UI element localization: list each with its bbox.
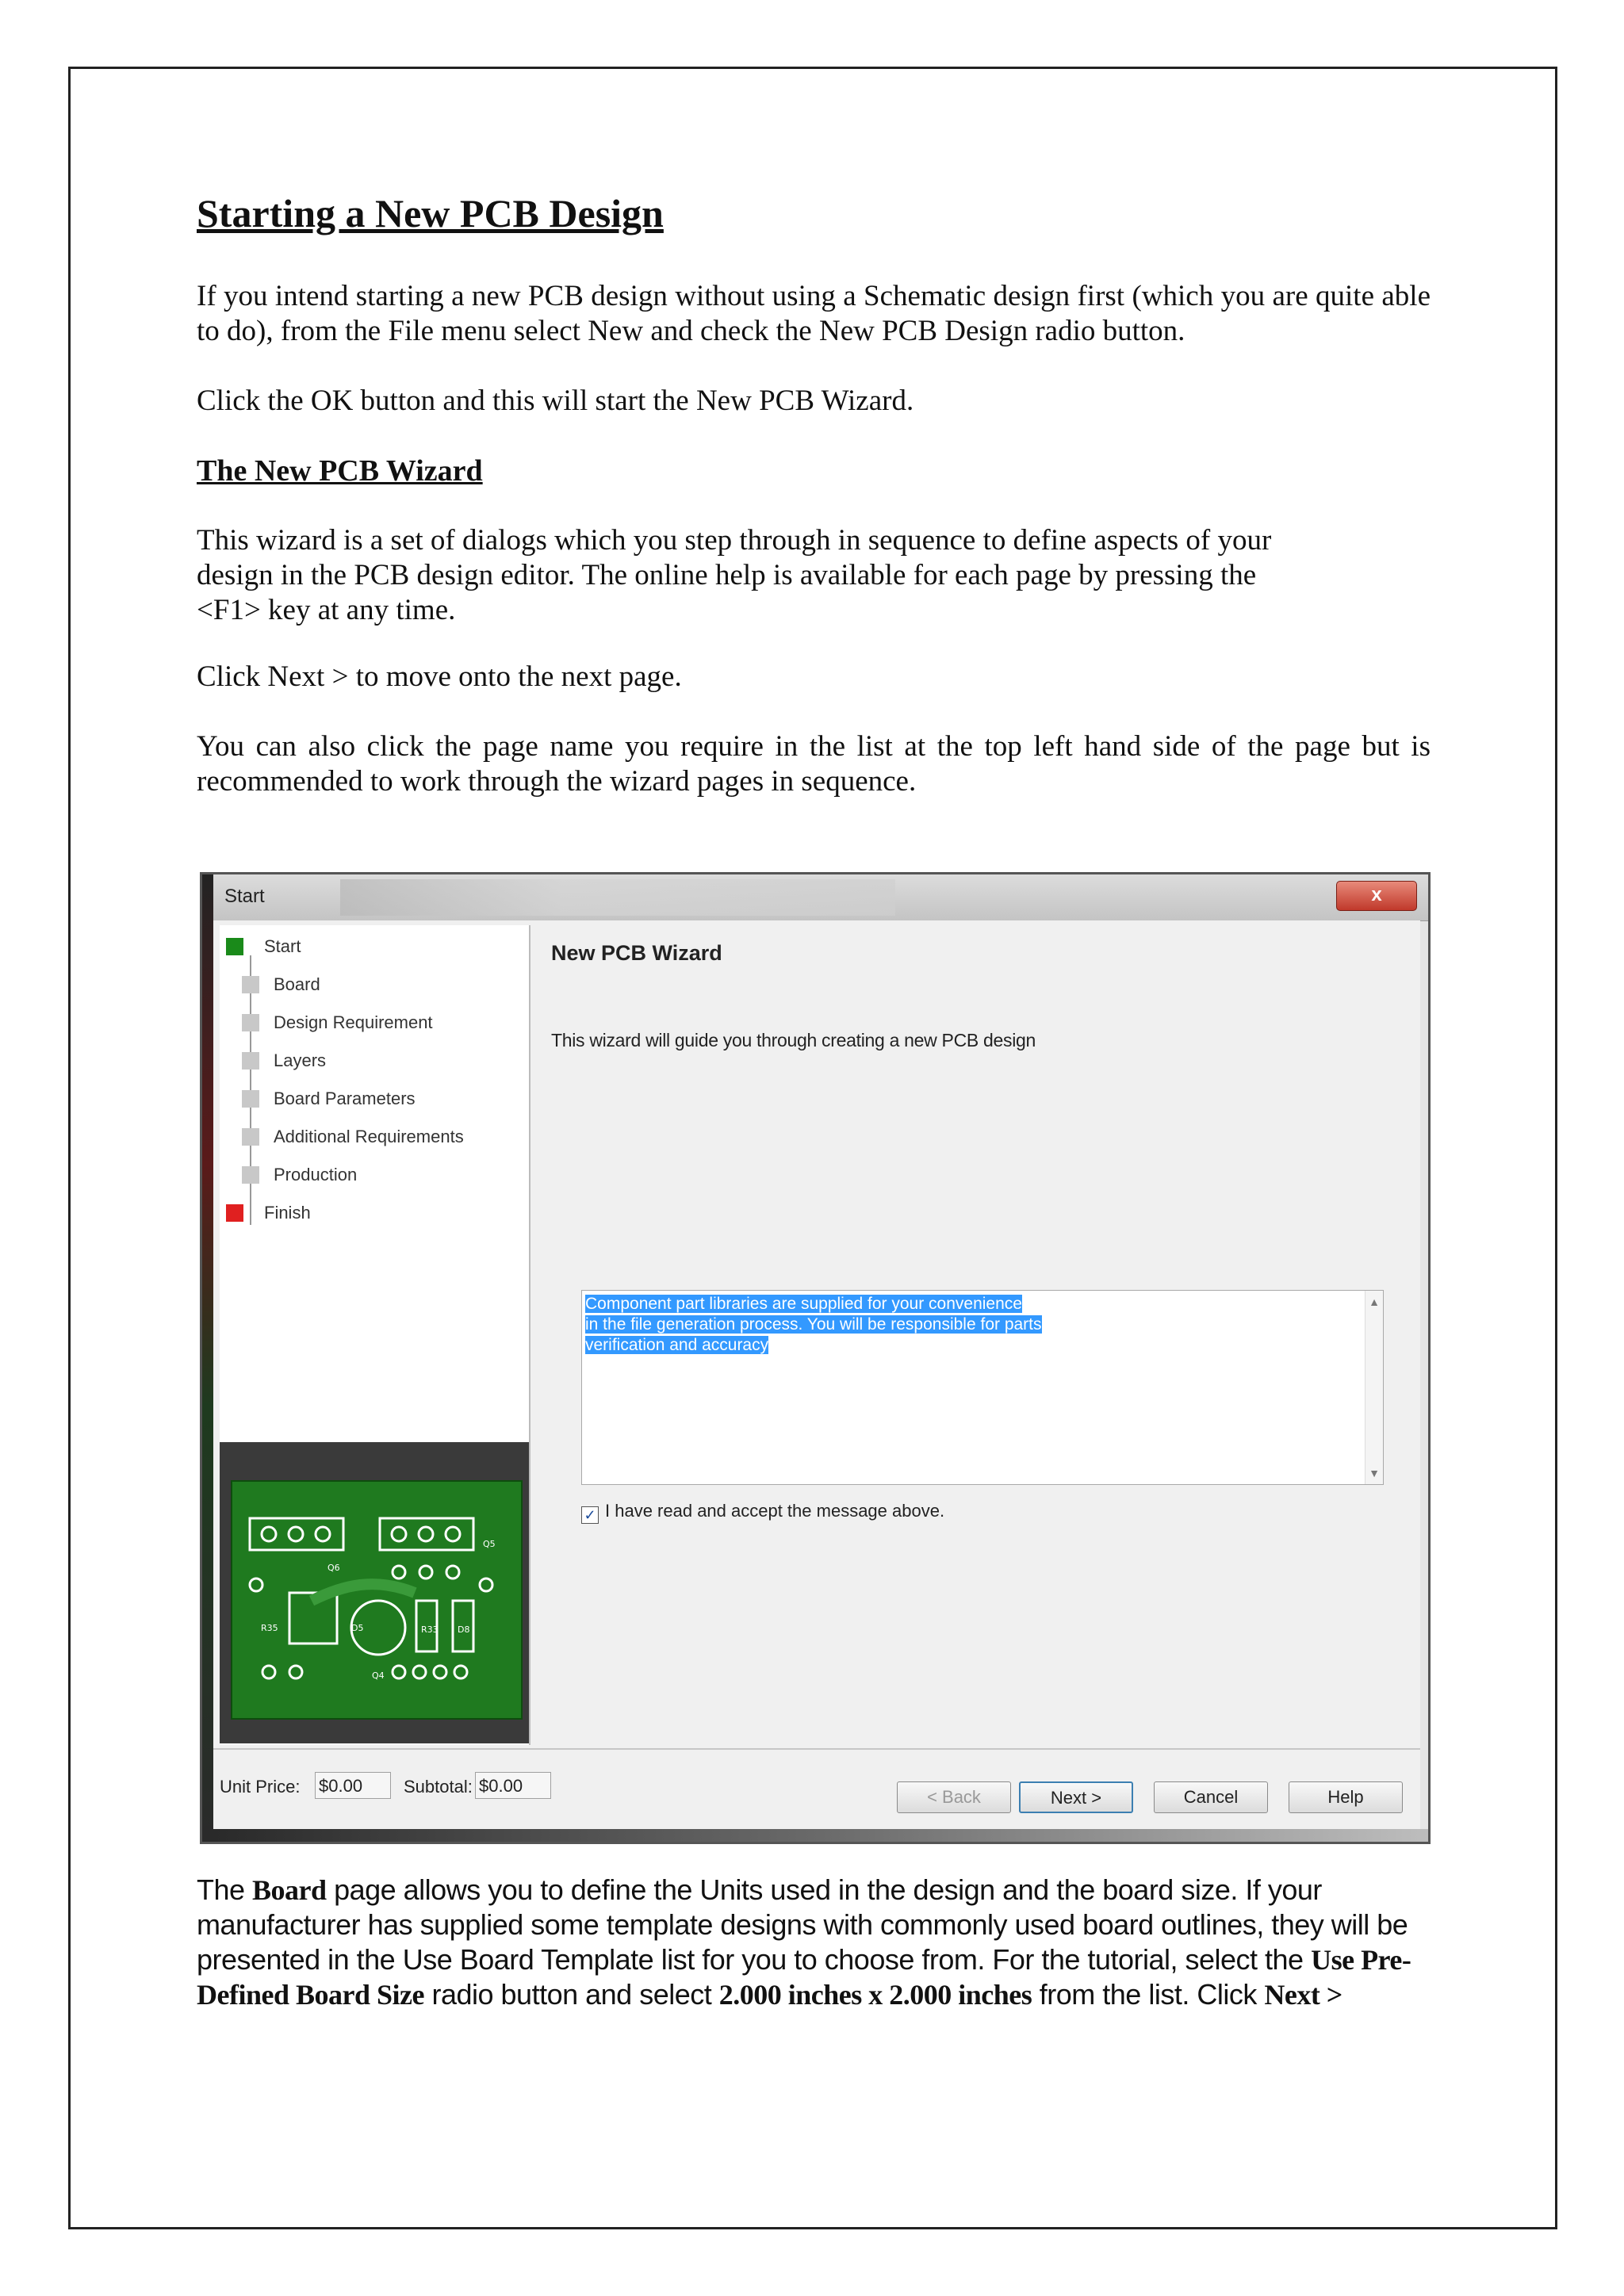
pcb-label-r33: R33 bbox=[421, 1624, 439, 1635]
wizard-content bbox=[532, 925, 1417, 1745]
step-pending-icon bbox=[242, 1166, 259, 1184]
scroll-down-icon[interactable]: ▼ bbox=[1369, 1467, 1380, 1479]
wizard-screenshot bbox=[200, 872, 1431, 1844]
board-text-4: from the list. Click bbox=[1032, 1978, 1265, 2011]
subtotal-label: Subtotal: bbox=[404, 1777, 473, 1797]
section-heading: The New PCB Wizard bbox=[197, 454, 483, 488]
predefined-size-term: Use Pre-Defined Board Size bbox=[197, 1944, 1411, 2011]
sequence-paragraph: You can also click the page name you require in the list at the top left hand side of the page but is recommended to work through the wizard pages in sequence. bbox=[197, 730, 1431, 798]
pcb-label-q6: Q6 bbox=[327, 1563, 340, 1573]
page-title: Starting a New PCB Design bbox=[197, 191, 664, 235]
step-pending-icon bbox=[242, 1090, 259, 1108]
screen-edge bbox=[202, 874, 213, 1842]
close-button[interactable] bbox=[1336, 881, 1417, 911]
pcb-label-q4: Q4 bbox=[372, 1670, 385, 1681]
cancel-button[interactable]: Cancel bbox=[1154, 1781, 1268, 1813]
pcb-label-d8: D8 bbox=[458, 1624, 470, 1635]
next-paragraph: Click Next > to move onto the next page. bbox=[197, 660, 682, 693]
dialog-title: Start bbox=[224, 886, 265, 907]
unit-price-label: Unit Price: bbox=[220, 1777, 301, 1797]
board-text-3: radio button and select bbox=[423, 1978, 719, 2011]
accept-checkbox-row[interactable] bbox=[581, 1501, 944, 1524]
next-term: Next > bbox=[1264, 1979, 1342, 2011]
step-label: Additional Requirements bbox=[274, 1127, 464, 1146]
message-scrollbar[interactable] bbox=[1365, 1291, 1383, 1484]
pcb-board-image bbox=[231, 1480, 523, 1720]
step-pending-icon bbox=[242, 1052, 259, 1070]
subtotal-field[interactable]: $0.00 bbox=[475, 1772, 551, 1799]
wizard-paragraph-line-2: design in the PCB design editor. The online help is available for each page by pressing the bbox=[197, 559, 1257, 591]
wizard-paragraph-line-3: <F1> key at any time. bbox=[197, 594, 456, 626]
pcb-label-q5: Q5 bbox=[483, 1539, 496, 1549]
step-label: Finish bbox=[264, 1203, 311, 1223]
step-list bbox=[220, 925, 529, 1433]
pcb-preview bbox=[220, 1442, 529, 1743]
step-label: Board bbox=[274, 974, 320, 994]
next-button[interactable]: Next > bbox=[1019, 1781, 1133, 1813]
board-term: Board bbox=[252, 1874, 327, 1906]
unit-price-field[interactable]: $0.00 bbox=[315, 1772, 391, 1799]
screen-bottom-edge bbox=[213, 1829, 1428, 1842]
message-line: in the file generation process. You will be responsible for parts bbox=[585, 1315, 1042, 1334]
step-label: Layers bbox=[274, 1050, 327, 1070]
step-pending-icon bbox=[242, 1128, 259, 1146]
step-label: Board Parameters bbox=[274, 1089, 416, 1108]
close-icon: x bbox=[1371, 884, 1382, 905]
accept-label: I have read and accept the message above. bbox=[605, 1501, 945, 1521]
step-pane bbox=[220, 925, 530, 1745]
pcb-label-r35: R35 bbox=[261, 1623, 278, 1633]
intro-paragraph: If you intend starting a new PCB design without using a Schematic design first (which you are quite able to do), from the File menu select New and check the New PCB Design radio button. bbox=[197, 280, 1431, 347]
step-label: Production bbox=[274, 1165, 358, 1184]
message-box[interactable] bbox=[581, 1290, 1384, 1485]
wizard-description: This wizard will guide you through creating a new PCB design bbox=[551, 1030, 1036, 1050]
ok-paragraph: Click the OK button and this will start the New PCB Wizard. bbox=[197, 385, 914, 417]
message-line: verification and accuracy bbox=[585, 1336, 769, 1354]
step-finish-icon bbox=[226, 1204, 243, 1222]
help-button[interactable]: Help bbox=[1289, 1781, 1403, 1813]
message-text bbox=[585, 1294, 1042, 1356]
accept-checkbox[interactable] bbox=[581, 1506, 599, 1524]
step-label: Design Requirement bbox=[274, 1012, 433, 1032]
pcb-graphic bbox=[232, 1482, 521, 1718]
dialog-client bbox=[213, 920, 1420, 1842]
wizard-paragraph bbox=[197, 523, 1431, 628]
board-text-2: page allows you to define the Units used in the design and the board size. If your manufacturer has supplied some template designs with commonly used board outlines, they will be presented in the Use Board Template list for you to choose from. For the tutorial, select the bbox=[197, 1873, 1408, 1976]
board-text-1: The bbox=[197, 1873, 253, 1906]
step-complete-icon bbox=[226, 938, 243, 955]
titlebar-background bbox=[340, 879, 895, 916]
wizard-paragraph-line-1: This wizard is a set of dialogs which you step through in sequence to define aspects of your bbox=[197, 524, 1272, 557]
board-paragraph bbox=[197, 1873, 1431, 2012]
size-value: 2.000 inches x 2.000 inches bbox=[718, 1979, 1032, 2011]
dialog-titlebar[interactable] bbox=[213, 874, 1428, 921]
pcb-label-d5: D5 bbox=[351, 1623, 364, 1633]
step-label: Start bbox=[264, 936, 301, 956]
checkmark-icon: ✓ bbox=[584, 1507, 596, 1523]
step-pending-icon bbox=[242, 1014, 259, 1031]
scroll-up-icon[interactable]: ▲ bbox=[1369, 1295, 1380, 1308]
step-pending-icon bbox=[242, 976, 259, 993]
message-line: Component part libraries are supplied for your convenience bbox=[585, 1295, 1022, 1313]
wizard-title: New PCB Wizard bbox=[551, 941, 722, 965]
back-button[interactable]: < Back bbox=[897, 1781, 1011, 1813]
